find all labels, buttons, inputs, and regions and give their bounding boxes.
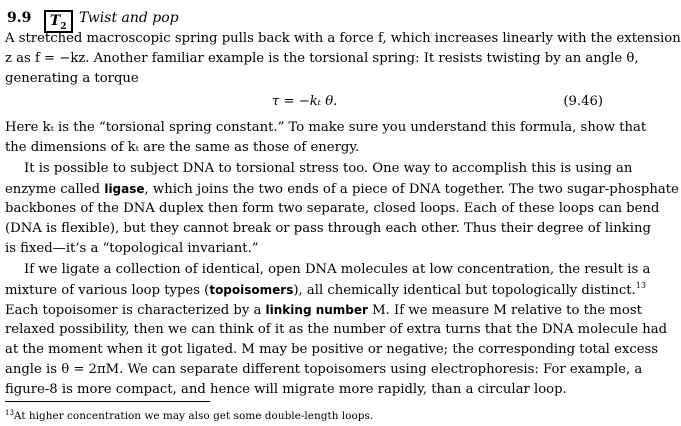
footnote-number: 13 (5, 409, 14, 417)
badge-subscript: 2 (60, 21, 67, 32)
paragraph-4-line-6: angle is θ = 2πM. We can separate different topoisomers using electrophoresis: For example, a (5, 362, 643, 377)
paragraph-1-line-1: A stretched macroscopic spring pulls back with a force f, which increases linearly with the extension (5, 31, 681, 46)
paragraph-4-line-1: If we ligate a collection of identical, open DNA molecules at low concentration, the result is a (24, 262, 651, 277)
keyword-linking-number: linking number (265, 303, 368, 317)
footnote-text: At higher concentration we may also get some double-length loops. (13, 410, 374, 422)
paragraph-3-line-4: (DNA is flexible), but they cannot break or pass through each other. Thus their degree of linking (5, 221, 651, 236)
paragraph-1-line-3: generating a torque (5, 71, 139, 86)
paragraph-2-line-2: the dimensions of kₜ are the same as those of energy. (5, 140, 360, 155)
text-run: M. If we measure M relative to the most (367, 303, 642, 318)
footnote-divider (5, 401, 210, 402)
paragraph-2-line-1: Here kₜ is the “torsional spring constant.” To make sure you understand this formula, show that (5, 120, 647, 135)
text-run: mixture of various loop types ( (5, 283, 210, 298)
equation-9-46 (0, 92, 611, 112)
paragraph-3-line-2 (5, 179, 679, 199)
paragraph-3-line-1: It is possible to subject DNA to torsional stress too. One way to accomplish this is using an (24, 161, 633, 176)
equation-body: τ = −kₜ θ. (272, 94, 338, 109)
text-run: ), all chemically identical but topologically distinct. (293, 283, 636, 298)
keyword-ligase: ligase (104, 182, 145, 196)
paragraph-1-line-2: z as f = −kz. Another familiar example is the torsional spring: It resists twisting by an angle θ, (5, 51, 639, 66)
text-run: , which joins the two ends of a piece of DNA together. The two sugar-phosphate (144, 182, 679, 197)
text-run: Each topoisomer is characterized by a (5, 303, 266, 318)
badge-letter: T (49, 13, 61, 29)
keyword-topoisomers: topoisomers (209, 283, 294, 297)
paragraph-4-line-2 (5, 280, 646, 300)
paragraph-4-line-3 (5, 300, 642, 320)
footnote (5, 406, 373, 423)
section-title: Twist and pop (78, 10, 179, 26)
paragraph-3-line-5: is fixed—it’s a “topological invariant.” (5, 241, 259, 256)
text-run: enzyme called (5, 182, 105, 197)
section-heading (5, 8, 605, 32)
footnote-marker: 13 (635, 281, 646, 290)
paragraph-4-line-5: at the moment when it got ligated. M may be positive or negative; the corresponding total excess (5, 342, 659, 357)
section-number: 9.9 (7, 10, 32, 26)
paragraph-4-line-7: figure-8 is more compact, and hence will migrate more rapidly, than a circular loop. (5, 382, 567, 397)
paragraph-4-line-4: relaxed possibility, then we can think of it as the number of extra turns that the DNA molecule had (5, 322, 668, 337)
equation-number: (9.46) (563, 94, 603, 109)
paragraph-3-line-3: backbones of the DNA duplex then form two separate, closed loops. Each of these loops can bend (5, 201, 660, 216)
